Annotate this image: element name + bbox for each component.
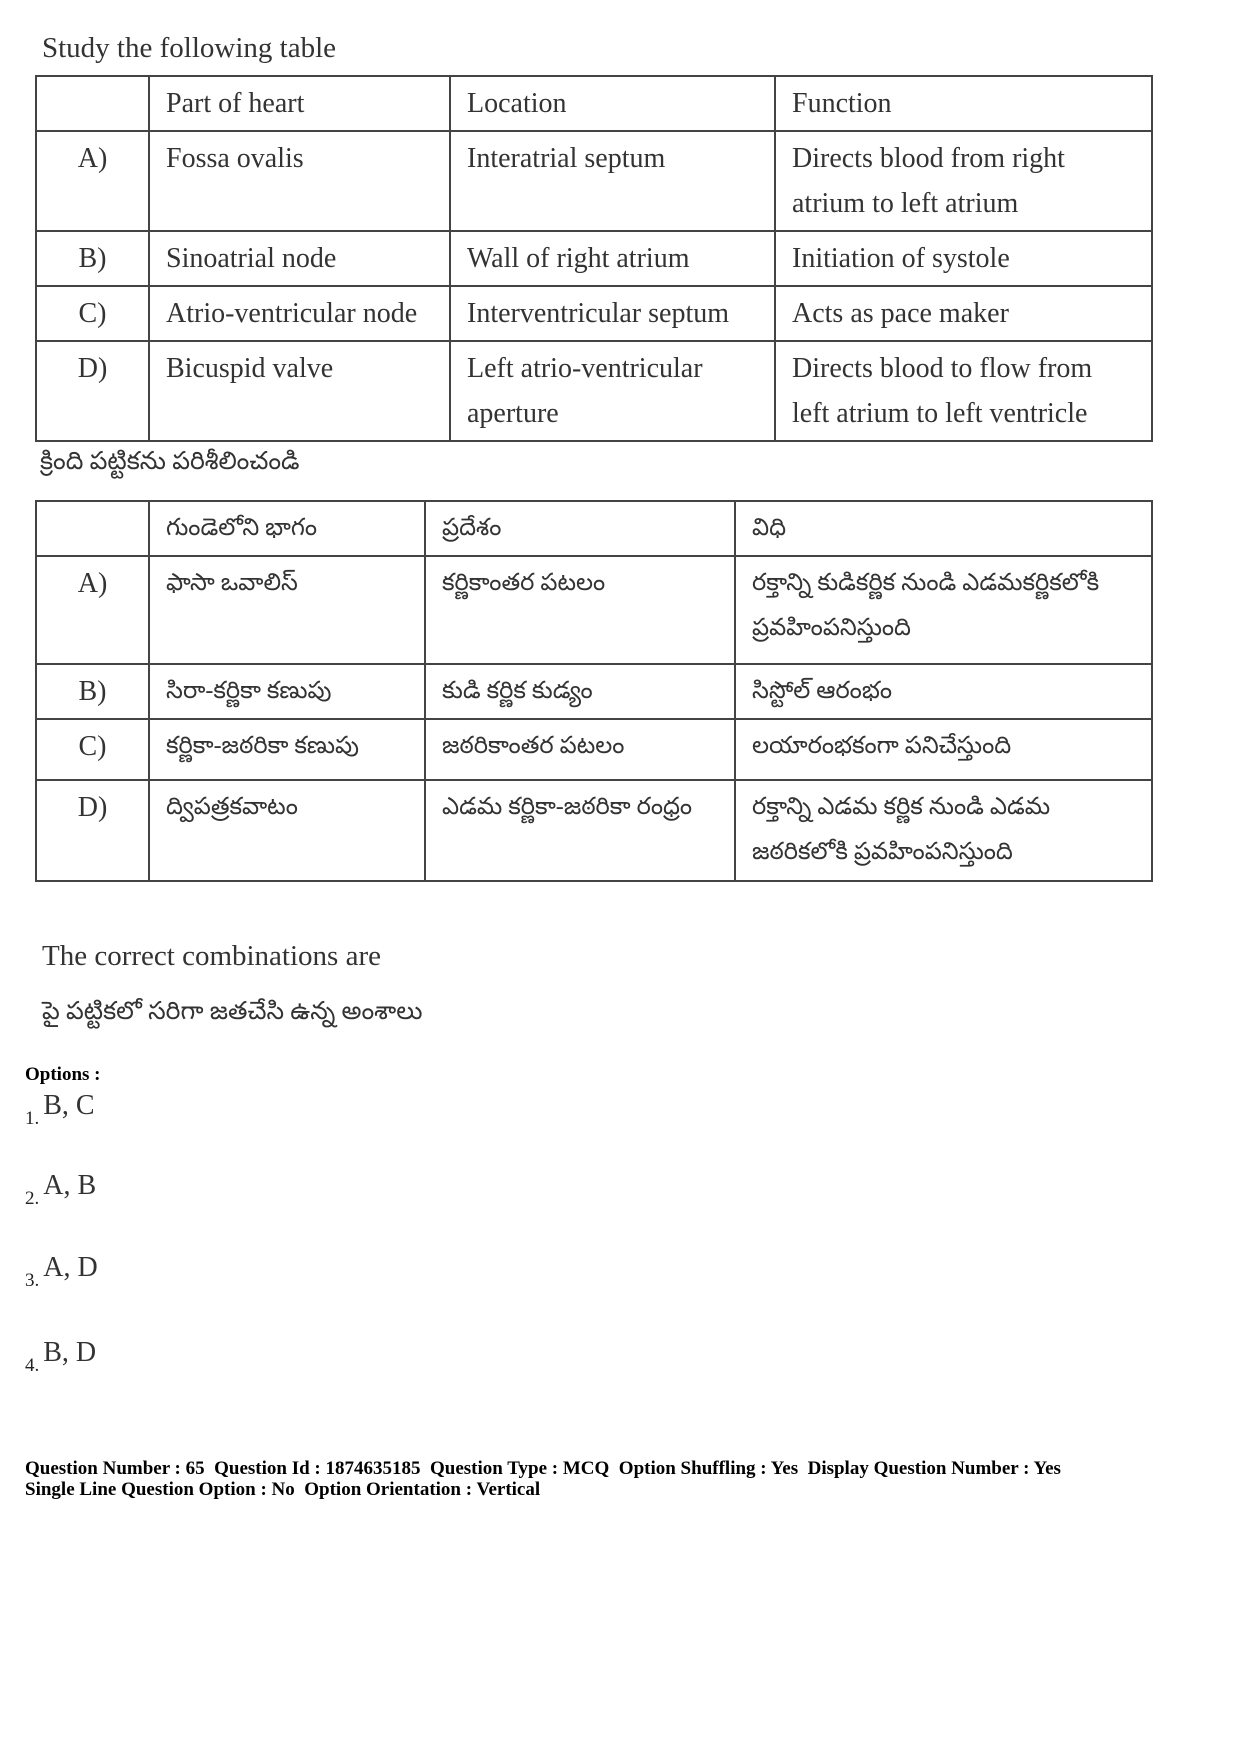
- part-cell: ద్విపత్రకవాటం: [149, 780, 425, 881]
- header-cell: Part of heart: [149, 76, 450, 131]
- row-label: A): [36, 131, 149, 231]
- telugu-table: [35, 500, 1153, 882]
- part-cell: Atrio-ventricular node: [149, 286, 450, 341]
- part-cell: కర్ణికా-జఠరికా కణుపు: [149, 719, 425, 780]
- table-row: [36, 719, 1152, 780]
- option-text: A, B: [43, 1170, 97, 1201]
- row-label: D): [36, 780, 149, 881]
- row-label: C): [36, 286, 149, 341]
- table-header-row: [36, 76, 1152, 131]
- header-cell: Location: [450, 76, 775, 131]
- option-number: 1.: [25, 1108, 40, 1129]
- question-metadata-line2: Single Line Question Option : No Option Orientation : Vertical: [25, 1479, 541, 1500]
- function-cell: రక్తాన్ని ఎడమ కర్ణిక నుండి ఎడమ జఠరికలోకి ప్రవహింపనిస్తుంది: [735, 780, 1152, 881]
- option-3[interactable]: [25, 1252, 98, 1291]
- table-row: [36, 780, 1152, 881]
- header-cell: [36, 76, 149, 131]
- option-number: 2.: [25, 1188, 40, 1209]
- table-row: [36, 664, 1152, 719]
- part-cell: Fossa ovalis: [149, 131, 450, 231]
- part-cell: సిరా-కర్ణికా కణుపు: [149, 664, 425, 719]
- option-text: A, D: [43, 1252, 98, 1283]
- location-cell: Interatrial septum: [450, 131, 775, 231]
- table-header-row: [36, 501, 1152, 556]
- header-cell: Function: [775, 76, 1152, 131]
- row-label: B): [36, 231, 149, 286]
- location-cell: Wall of right atrium: [450, 231, 775, 286]
- row-label: C): [36, 719, 149, 780]
- english-heading: Study the following table: [42, 32, 336, 64]
- option-number: 4.: [25, 1355, 40, 1376]
- option-2[interactable]: [25, 1170, 97, 1209]
- table-row: [36, 231, 1152, 286]
- telugu-heading: క్రింది పట్టికను పరిశీలించండి: [40, 448, 300, 475]
- location-cell: Left atrio-ventricular aperture: [450, 341, 775, 441]
- english-table: [35, 75, 1153, 442]
- header-cell: గుండెలోని భాగం: [149, 501, 425, 556]
- table-row: [36, 131, 1152, 231]
- location-cell: Interventricular septum: [450, 286, 775, 341]
- part-cell: Sinoatrial node: [149, 231, 450, 286]
- part-cell: ఫాసా ఒవాలిస్: [149, 556, 425, 664]
- option-1[interactable]: [25, 1090, 95, 1129]
- row-label: B): [36, 664, 149, 719]
- part-cell: Bicuspid valve: [149, 341, 450, 441]
- question-telugu: పై పట్టికలో సరిగా జతచేసి ఉన్న అంశాలు: [42, 998, 423, 1025]
- table-row: [36, 341, 1152, 441]
- header-cell: విధి: [735, 501, 1152, 556]
- function-cell: Directs blood from right atrium to left atrium: [775, 131, 1152, 231]
- function-cell: లయారంభకంగా పనిచేస్తుంది: [735, 719, 1152, 780]
- options-label: Options :: [25, 1064, 101, 1085]
- location-cell: కర్ణికాంతర పటలం: [425, 556, 735, 664]
- option-text: B, D: [43, 1337, 97, 1368]
- location-cell: జఠరికాంతర పటలం: [425, 719, 735, 780]
- option-4[interactable]: [25, 1337, 97, 1376]
- table-row: [36, 286, 1152, 341]
- option-text: B, C: [43, 1090, 95, 1121]
- question-metadata-line1: Question Number : 65 Question Id : 1874635185 Question Type : MCQ Option Shuffling : Yes Display Question Number : Yes: [25, 1458, 1061, 1479]
- function-cell: Initiation of systole: [775, 231, 1152, 286]
- function-cell: Directs blood to flow from left atrium to left ventricle: [775, 341, 1152, 441]
- location-cell: కుడి కర్ణిక కుడ్యం: [425, 664, 735, 719]
- location-cell: ఎడమ కర్ణికా-జఠరికా రంధ్రం: [425, 780, 735, 881]
- question-english: The correct combinations are: [42, 940, 381, 972]
- option-number: 3.: [25, 1270, 40, 1291]
- row-label: D): [36, 341, 149, 441]
- function-cell: రక్తాన్ని కుడికర్ణిక నుండి ఎడమకర్ణికలోకి ప్రవహింపనిస్తుంది: [735, 556, 1152, 664]
- table-row: [36, 556, 1152, 664]
- function-cell: సిస్టోల్ ఆరంభం: [735, 664, 1152, 719]
- function-cell: Acts as pace maker: [775, 286, 1152, 341]
- header-cell: [36, 501, 149, 556]
- row-label: A): [36, 556, 149, 664]
- header-cell: ప్రదేశం: [425, 501, 735, 556]
